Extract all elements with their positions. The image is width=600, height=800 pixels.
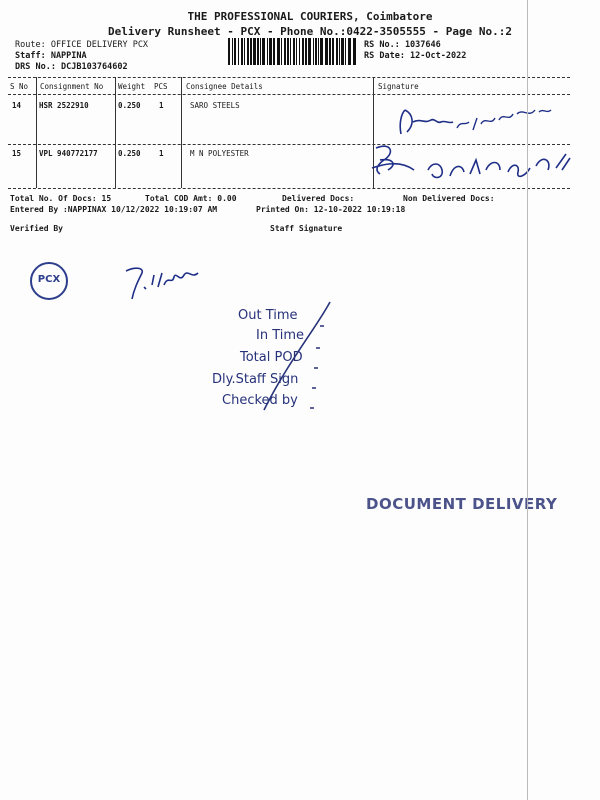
- barcode: [228, 38, 356, 65]
- staff-label: Staff: NAPPINA: [15, 51, 87, 61]
- signature-row-14: [395, 100, 555, 142]
- non-delivered-docs: Non Delivered Docs:: [403, 194, 495, 203]
- row-15-sno: 15: [12, 149, 22, 158]
- column-divider: [181, 77, 182, 188]
- header-signature: Signature: [378, 82, 419, 91]
- document-delivery-stamp: DOCUMENT DELIVERY: [366, 495, 558, 513]
- row-14-sno: 14: [12, 101, 22, 110]
- stamp-checked-by: Checked by: [222, 393, 298, 408]
- company-title: THE PROFESSIONAL COURIERS, Coimbatore: [187, 10, 433, 23]
- route-label: Route: OFFICE DELIVERY PCX: [15, 40, 149, 50]
- total-docs: Total No. Of Docs: 15: [10, 194, 112, 203]
- row-14-pcs: 1: [159, 101, 164, 110]
- stamp-total-pod: Total POD: [240, 350, 303, 365]
- row-15-weight: 0.250: [118, 149, 141, 158]
- stamp-out-time: Out Time: [238, 308, 298, 323]
- scan-edge-line: [527, 0, 528, 800]
- row-14-weight: 0.250: [118, 101, 141, 110]
- table-header-rule: [8, 94, 570, 95]
- rs-date: RS Date: 12-Oct-2022: [364, 51, 467, 61]
- table-top-rule: [8, 77, 570, 78]
- row-14-consignment: HSR 2522910: [39, 101, 89, 110]
- drs-number: DRS No.: DCJB103764602: [15, 62, 128, 72]
- printed-on: Printed On: 12-10-2022 10:19:18: [256, 205, 406, 214]
- row-15-consignment: VPL 940772177: [39, 149, 98, 158]
- header-sno: S No: [10, 82, 29, 91]
- rs-number: RS No.: 1037646: [364, 40, 441, 50]
- verified-initials: [122, 263, 212, 303]
- column-divider: [115, 77, 116, 188]
- pcx-logo-text: PCX: [37, 274, 61, 285]
- total-cod: Total COD Amt: 0.00: [145, 194, 237, 203]
- stamp-marks: [236, 298, 336, 418]
- header-pcs: PCS: [154, 82, 168, 91]
- pcx-logo: [30, 262, 68, 300]
- entered-by: Entered By :NAPPINAX 10/12/2022 10:19:07 AM: [10, 205, 218, 214]
- table-bottom-rule: [8, 188, 570, 189]
- header-weight: Weight: [118, 82, 146, 91]
- row-15-pcs: 1: [159, 149, 164, 158]
- runsheet-title: Delivery Runsheet - PCX - Phone No.:0422-3505555 - Page No.:2: [108, 25, 512, 38]
- verified-by: Verified By: [10, 224, 63, 233]
- row-14-consignee: SARO STEELS: [190, 101, 240, 110]
- column-divider: [36, 77, 37, 188]
- stamp-staff-sign: Dly.Staff Sign: [212, 372, 299, 387]
- stamp-in-time: In Time: [256, 328, 305, 343]
- row-15-consignee: M N POLYESTER: [190, 149, 249, 158]
- header-consignee: Consignee Details: [186, 82, 263, 91]
- signature-row-15: [370, 140, 580, 188]
- staff-signature-label: Staff Signature: [270, 224, 343, 233]
- header-consignment: Consignment No: [40, 82, 104, 91]
- delivered-docs: Delivered Docs:: [282, 194, 355, 203]
